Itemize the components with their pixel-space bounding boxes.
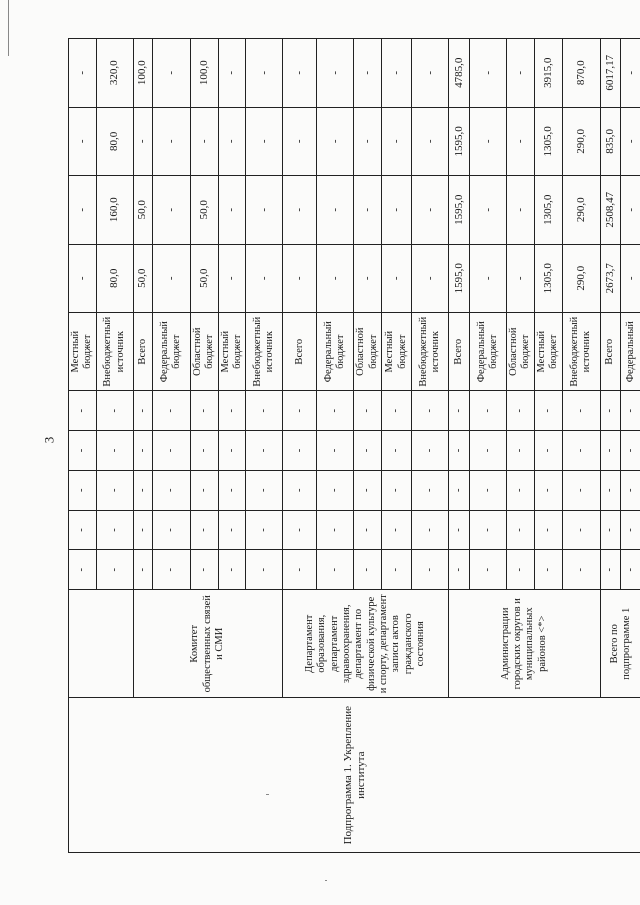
dash-cell: -	[246, 470, 283, 510]
dash-cell: -	[354, 391, 382, 431]
value-cell: -	[507, 39, 535, 108]
dash-cell: -	[152, 431, 190, 471]
dash-cell: -	[382, 510, 412, 550]
dash-cell: -	[507, 470, 535, 510]
value-cell: -	[246, 244, 283, 312]
dash-cell: -	[470, 470, 507, 510]
dash-cell: -	[218, 391, 246, 431]
dash-cell: -	[412, 550, 449, 590]
value-cell: -	[620, 176, 640, 244]
dash-cell: -	[246, 510, 283, 550]
dash-cell: -	[507, 550, 535, 590]
dash-cell: -	[133, 510, 152, 550]
value-cell: -	[69, 39, 97, 108]
value-cell: -	[507, 244, 535, 312]
scan-edge-mark	[8, 0, 9, 56]
executor-committee: Комитет общественных связей и СМИ	[133, 590, 283, 698]
dash-cell: -	[507, 391, 535, 431]
dash-cell: -	[534, 510, 562, 550]
value-cell: -	[283, 107, 317, 175]
value-cell: -	[317, 39, 354, 108]
dash-cell: -	[354, 510, 382, 550]
value-cell: -	[354, 176, 382, 244]
page-number: 3	[41, 436, 57, 444]
value-cell: -	[382, 107, 412, 175]
funding-table	[68, 38, 640, 853]
source-cell: Всего	[283, 312, 317, 390]
dash-cell: -	[190, 550, 218, 590]
value-cell: 50,0	[133, 176, 152, 244]
dash-cell: -	[246, 391, 283, 431]
source-cell: Внебюджетный источник	[562, 312, 600, 390]
dash-cell: -	[283, 470, 317, 510]
value-cell: -	[246, 176, 283, 244]
source-cell: Федеральный бюджет	[152, 312, 190, 390]
dash-cell: -	[246, 550, 283, 590]
dash-cell: -	[534, 550, 562, 590]
value-cell: -	[283, 39, 317, 108]
source-cell: Местный бюджет	[534, 312, 562, 390]
value-cell: -	[620, 244, 640, 312]
dash-cell: -	[317, 510, 354, 550]
dash-cell: -	[283, 510, 317, 550]
value-cell: 50,0	[190, 176, 218, 244]
source-cell: Федеральный бюджет	[470, 312, 507, 390]
dash-cell: -	[470, 510, 507, 550]
source-cell: Местный бюджет	[218, 312, 246, 390]
value-cell: 80,0	[96, 244, 133, 312]
dash-cell: -	[382, 431, 412, 471]
dash-cell: -	[412, 470, 449, 510]
value-cell: 2508,47	[600, 176, 620, 244]
value-cell: -	[620, 107, 640, 175]
value-cell: 4785,0	[449, 39, 470, 108]
value-cell: -	[190, 107, 218, 175]
executor-administrations: Администрации городских округов и муниципальных районов <*>	[449, 590, 601, 698]
value-cell: -	[354, 39, 382, 108]
value-cell: 3915,0	[534, 39, 562, 108]
dash-cell: -	[190, 470, 218, 510]
source-cell: Областной бюджет	[190, 312, 218, 390]
value-cell: 50,0	[133, 244, 152, 312]
value-cell: -	[354, 107, 382, 175]
value-cell: -	[412, 39, 449, 108]
value-cell: -	[246, 107, 283, 175]
value-cell: -	[69, 107, 97, 175]
dash-cell: -	[96, 550, 133, 590]
dash-cell: -	[190, 431, 218, 471]
dash-cell: -	[133, 470, 152, 510]
value-cell: 100,0	[190, 39, 218, 108]
dash-cell: -	[354, 470, 382, 510]
value-cell: -	[470, 107, 507, 175]
dash-cell: -	[562, 510, 600, 550]
dash-cell: -	[562, 431, 600, 471]
dash-cell: -	[152, 470, 190, 510]
dash-cell: -	[562, 470, 600, 510]
value-cell: -	[317, 244, 354, 312]
value-cell: -	[382, 176, 412, 244]
source-cell: Всего	[133, 312, 152, 390]
dash-cell: -	[600, 550, 620, 590]
dash-cell: -	[470, 391, 507, 431]
dash-cell: -	[69, 510, 97, 550]
dash-cell: -	[96, 470, 133, 510]
dash-cell: -	[317, 470, 354, 510]
dash-cell: -	[152, 391, 190, 431]
dash-cell: -	[470, 550, 507, 590]
value-cell: 1595,0	[449, 176, 470, 244]
source-cell: Федеральный бюджет	[317, 312, 354, 390]
dash-cell: -	[246, 431, 283, 471]
dash-cell: -	[412, 431, 449, 471]
scan-speck	[325, 880, 327, 881]
dash-cell: -	[133, 431, 152, 471]
value-cell: 6017,17	[600, 39, 620, 108]
source-cell: Местный бюджет	[69, 312, 97, 390]
dash-cell: -	[534, 391, 562, 431]
value-cell: -	[317, 176, 354, 244]
value-cell: -	[152, 39, 190, 108]
value-cell: -	[283, 244, 317, 312]
value-cell: 870,0	[562, 39, 600, 108]
value-cell: -	[283, 176, 317, 244]
dash-cell: -	[283, 391, 317, 431]
value-cell: 290,0	[562, 107, 600, 175]
dash-cell: -	[96, 431, 133, 471]
executor-departments: Департамент образования, департамент здравоохранения, департамент по физической культуре и спорту, департамент записи актов гражданского состояния	[283, 590, 449, 698]
dash-cell: -	[133, 550, 152, 590]
source-cell: Местный бюджет	[382, 312, 412, 390]
value-cell: 50,0	[190, 244, 218, 312]
value-cell: -	[382, 39, 412, 108]
dash-cell: -	[412, 391, 449, 431]
dash-cell: -	[620, 431, 640, 471]
dash-cell: -	[382, 550, 412, 590]
dash-cell: -	[317, 431, 354, 471]
dash-cell: -	[620, 470, 640, 510]
dash-cell: -	[218, 550, 246, 590]
value-cell: -	[412, 176, 449, 244]
value-cell: -	[218, 176, 246, 244]
dash-cell: -	[69, 470, 97, 510]
source-cell: Всего	[600, 312, 620, 390]
value-cell: -	[246, 39, 283, 108]
source-cell: Областной бюджет	[354, 312, 382, 390]
executor-cell-empty	[69, 590, 134, 698]
dash-cell: -	[600, 510, 620, 550]
dash-cell: -	[449, 470, 470, 510]
value-cell: 290,0	[562, 176, 600, 244]
dash-cell: -	[96, 391, 133, 431]
dash-cell: -	[317, 550, 354, 590]
value-cell: 2673,7	[600, 244, 620, 312]
dash-cell: -	[507, 431, 535, 471]
value-cell: -	[620, 39, 640, 108]
value-cell: 835,0	[600, 107, 620, 175]
dash-cell: -	[283, 431, 317, 471]
dash-cell: -	[382, 470, 412, 510]
value-cell: -	[412, 107, 449, 175]
table-row	[69, 39, 97, 853]
dash-cell: -	[218, 510, 246, 550]
dash-cell: -	[600, 431, 620, 471]
source-cell: Внебюджетный источник	[412, 312, 449, 390]
dash-cell: -	[620, 510, 640, 550]
dash-cell: -	[412, 510, 449, 550]
dash-cell: -	[218, 470, 246, 510]
value-cell: -	[412, 244, 449, 312]
value-cell: -	[354, 244, 382, 312]
value-cell: -	[470, 176, 507, 244]
dash-cell: -	[96, 510, 133, 550]
dash-cell: -	[600, 470, 620, 510]
value-cell: 1305,0	[534, 176, 562, 244]
dash-cell: -	[190, 391, 218, 431]
value-cell: -	[218, 39, 246, 108]
dash-cell: -	[534, 470, 562, 510]
value-cell: 100,0	[133, 39, 152, 108]
dash-cell: -	[449, 510, 470, 550]
source-cell: Федеральный	[620, 312, 640, 390]
subprogram-cell: Подпрограмма 1. Укрепление института	[69, 698, 640, 853]
dash-cell: -	[449, 550, 470, 590]
dash-cell: -	[449, 431, 470, 471]
dash-cell: -	[190, 510, 218, 550]
value-cell: 1595,0	[449, 107, 470, 175]
value-cell: -	[218, 244, 246, 312]
value-cell: -	[152, 107, 190, 175]
source-cell: Внебюджетный источник	[96, 312, 133, 390]
dash-cell: -	[152, 510, 190, 550]
dash-cell: -	[317, 391, 354, 431]
value-cell: -	[470, 39, 507, 108]
dash-cell: -	[470, 431, 507, 471]
value-cell: -	[382, 244, 412, 312]
dash-cell: -	[620, 391, 640, 431]
value-cell: -	[152, 176, 190, 244]
dash-cell: -	[449, 391, 470, 431]
dash-cell: -	[152, 550, 190, 590]
source-cell: Областной бюджет	[507, 312, 535, 390]
dash-cell: -	[69, 550, 97, 590]
dash-cell: -	[218, 431, 246, 471]
dash-cell: -	[382, 391, 412, 431]
value-cell: -	[317, 107, 354, 175]
value-cell: 320,0	[96, 39, 133, 108]
value-cell: -	[152, 244, 190, 312]
dash-cell: -	[354, 431, 382, 471]
executor-total: Всего по подпрограмме 1	[600, 590, 640, 698]
dash-cell: -	[562, 550, 600, 590]
dash-cell: -	[620, 550, 640, 590]
dash-cell: -	[69, 391, 97, 431]
rotated-table-wrapper	[68, 38, 637, 853]
dash-cell: -	[600, 391, 620, 431]
value-cell: 80,0	[96, 107, 133, 175]
value-cell: -	[69, 244, 97, 312]
dash-cell: -	[283, 550, 317, 590]
value-cell: -	[470, 244, 507, 312]
source-cell: Внебюджетный источник	[246, 312, 283, 390]
value-cell: 1305,0	[534, 244, 562, 312]
value-cell: 290,0	[562, 244, 600, 312]
value-cell: -	[507, 176, 535, 244]
source-cell: Всего	[449, 312, 470, 390]
value-cell: 160,0	[96, 176, 133, 244]
value-cell: -	[69, 176, 97, 244]
dash-cell: -	[133, 391, 152, 431]
value-cell: -	[218, 107, 246, 175]
dash-cell: -	[562, 391, 600, 431]
value-cell: 1595,0	[449, 244, 470, 312]
value-cell: 1305,0	[534, 107, 562, 175]
value-cell: -	[133, 107, 152, 175]
value-cell: -	[507, 107, 535, 175]
dash-cell: -	[69, 431, 97, 471]
dash-cell: -	[507, 510, 535, 550]
dash-cell: -	[534, 431, 562, 471]
dash-cell: -	[354, 550, 382, 590]
